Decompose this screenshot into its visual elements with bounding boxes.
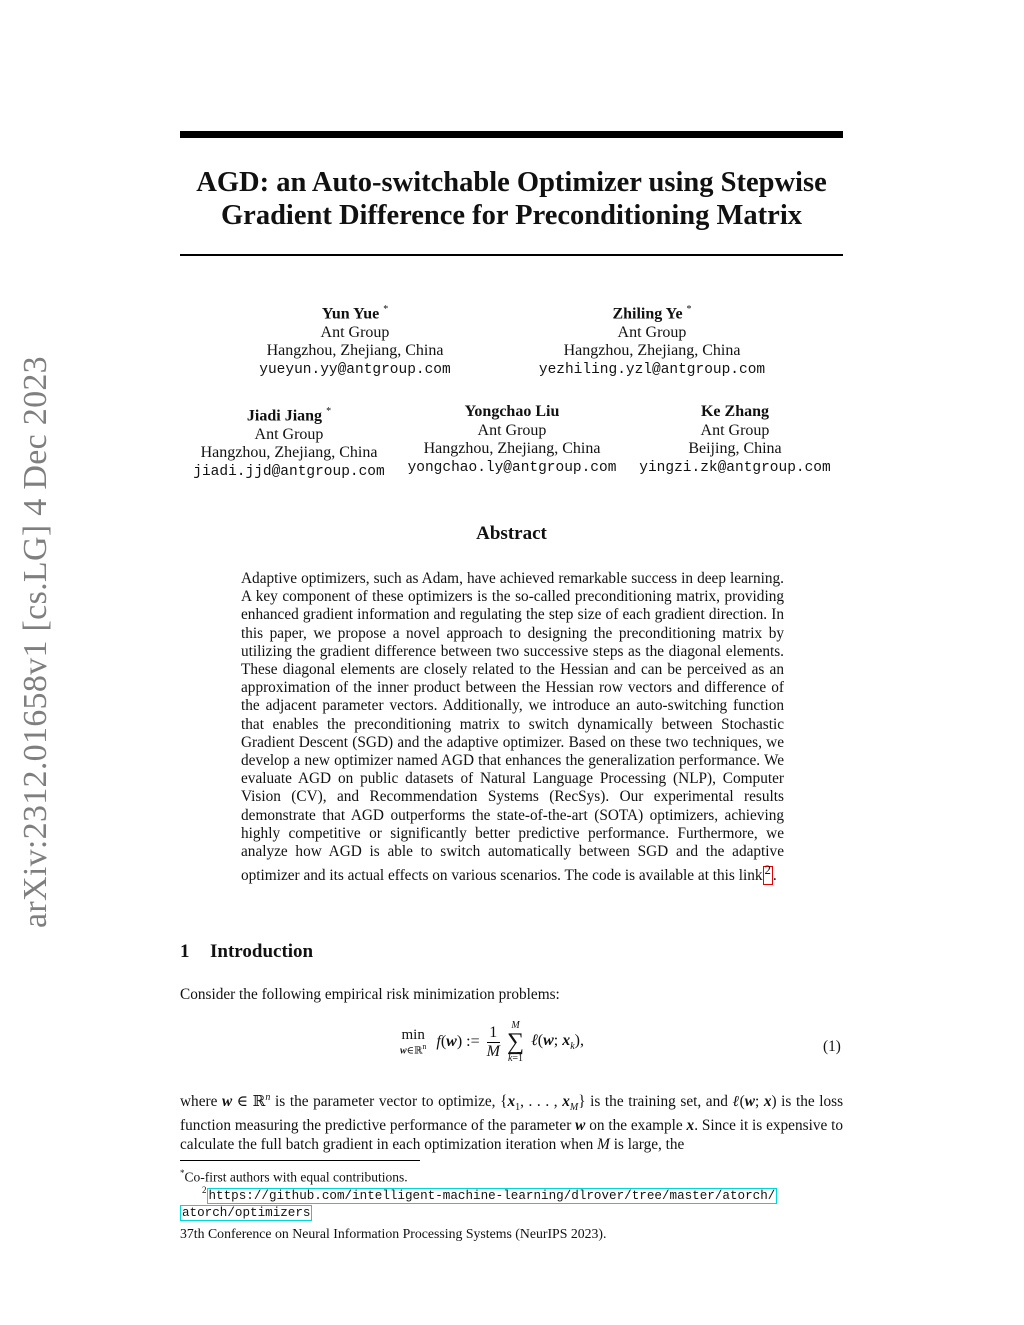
abstract-body: Adaptive optimizers, such as Adam, have achieved remarkable success in deep learning. A key component of these optimizers is the so-called preconditioning matrix, providing enhanced gradient information and regulating the step size of each gradient direction. In this paper, we propose a novel approach to designing the preconditioning matrix by utilizing the gradient difference between two successive steps as the diagonal elements. These diagonal elements are closely related to the Hessian and can be perceived as an approximation of the inner product between the Hessian row vectors and difference of the adjacent parameter vectors. Additionally, we introduce an auto-switching function that enables the preconditioning matrix to switch dynamically between Stochastic Gradient Descent (SGD) and the adaptive optimizer. Based on these two techniques, we develop a new optimizer named AGD that enhances the generalization performance. We evaluate AGD on public datasets of Natural Language Processing (NLP), Computer Vision (CV), and Recommendation Systems (RecSys). Our experimental results demonstrate that AGD outperforms the state-of-the-art (SOTA) optimizers, achieving highly competitive or significantly better predictive performance. Furthermore, we analyze how AGD is able to switch automatically between SGD and the adaptive optimizer and its actual effects on various scenarios. The code is available at this link $^2$ . xyxy=(241,570,784,885)
author-email[interactable]: jiadi.jjd@antgroup.com xyxy=(193,463,385,480)
title-line-1: AGD: an Auto-switchable Optimizer using Stepwise xyxy=(196,167,827,198)
author-block-3 xyxy=(184,403,394,481)
title-bottom-rule xyxy=(180,254,843,256)
conference-note: 37th Conference on Neural Information Processing Systems (NeurIPS 2023). xyxy=(180,1226,607,1241)
author-location: Hangzhou, Zhejiang, China xyxy=(563,342,741,360)
author-mark: * xyxy=(326,406,332,417)
intro-paragraph-2: where w ∈ ℝ$^n$ is the parameter vector to optimize, {$x_1$, . . . , $x_M$} is the training set, and ℓ(w; x) is the loss function measuring the predictive performance of the parameter w on the example x. Since it is expensive to calculate the full batch gradient in each optimization iteration when M is large, the xyxy=(180,1092,844,1153)
author-location: Hangzhou, Zhejiang, China xyxy=(266,342,444,360)
footnote-link-2[interactable]: 2 xyxy=(763,866,773,885)
footnote-url-link-cont[interactable]: atorch/optimizers xyxy=(182,1205,311,1220)
author-block-4 xyxy=(400,403,624,477)
equation-number: (1) xyxy=(823,1038,841,1055)
arxiv-side-stamp: arXiv:2312.01658v1 [cs.LG] 4 Dec 2023 xyxy=(17,356,54,928)
author-name: Jiadi Jiang xyxy=(246,407,323,425)
author-name: Zhiling Ye xyxy=(612,305,683,323)
author-affiliation: Ant Group xyxy=(254,425,324,443)
author-email[interactable]: yezhiling.yzl@antgroup.com xyxy=(538,361,766,378)
author-name: Ke Zhang xyxy=(700,403,769,420)
author-block-1 xyxy=(225,301,485,379)
section-title: Introduction xyxy=(210,941,314,962)
author-name: Yun Yue xyxy=(321,305,380,323)
author-block-2 xyxy=(512,301,792,379)
section-heading xyxy=(180,941,313,963)
author-mark: * xyxy=(383,304,389,315)
author-location: Hangzhou, Zhejiang, China xyxy=(423,440,601,457)
author-block-5 xyxy=(632,403,838,477)
footnote-rule xyxy=(180,1160,420,1161)
paper-title xyxy=(180,166,843,232)
footnote-url-link[interactable]: https://github.com/intelligent-machine-learning/dlrover/tree/master/atorch/ xyxy=(208,1188,776,1203)
author-email[interactable]: yongchao.ly@antgroup.com xyxy=(407,459,617,476)
author-affiliation: Ant Group xyxy=(617,323,687,341)
equation-1: min w∈ℝ$^n$ f(w) := $\frac{1}{M}$ M ∑ k=1 ℓ(w; $x_k$), xyxy=(400,1020,584,1064)
title-top-rule xyxy=(180,131,843,138)
author-mark: * xyxy=(686,304,692,315)
abstract-text: Adaptive optimizers, such as Adam, have achieved remarkable success in deep learning. A key component of these optimizers is the so-called preconditioning matrix, providing enhanced gradient information and regulating the step size of each gradient direction. In this paper, we propose a novel approach to designing the preconditioning matrix by utilizing the gradient difference between two successive steps as the diagonal elements. These diagonal elements are closely related to the Hessian and can be perceived as an approximation of the inner product between the Hessian row vectors and difference of the adjacent parameter vectors. Additionally, we introduce an auto-switching function that enables the preconditioning matrix to switch dynamically between Stochastic Gradient Descent (SGD) and the adaptive optimizer. Based on these two techniques, we develop a new optimizer named AGD that enhances the generalization performance. We evaluate AGD on public datasets of Natural Language Processing (NLP), Computer Vision (CV), and Recommendation Systems (RecSys). Our experimental results demonstrate that AGD outperforms the state-of-the-art (SOTA) optimizers, achieving highly competitive or significantly better predictive performance. Furthermore, we analyze how AGD is able to switch automatically between SGD and the adaptive optimizer and its actual effects on various scenarios. The code is available at this link xyxy=(241,570,784,885)
author-email[interactable]: yingzi.zk@antgroup.com xyxy=(639,459,831,476)
author-location: Hangzhou, Zhejiang, China xyxy=(200,444,378,462)
section-number: 1 xyxy=(180,941,190,962)
author-affiliation: Ant Group xyxy=(477,421,547,439)
author-affiliation: Ant Group xyxy=(320,323,390,341)
intro-paragraph-1: Consider the following empirical risk minimization problems: xyxy=(180,986,560,1003)
footnote-1: *Co-first authors with equal contributions. xyxy=(180,1168,408,1185)
footnote-2: $^2$ https://github.com/intelligent-machine-learning/dlrover/tree/master/atorch/ atorch/optimizers xyxy=(182,1185,776,1220)
author-location: Beijing, China xyxy=(688,440,782,457)
author-name: Yongchao Liu xyxy=(464,403,560,420)
title-line-2: Gradient Difference for Preconditioning Matrix xyxy=(221,200,802,231)
author-affiliation: Ant Group xyxy=(700,421,770,439)
author-email[interactable]: yueyun.yy@antgroup.com xyxy=(259,361,451,378)
abstract-heading: Abstract xyxy=(476,523,547,544)
